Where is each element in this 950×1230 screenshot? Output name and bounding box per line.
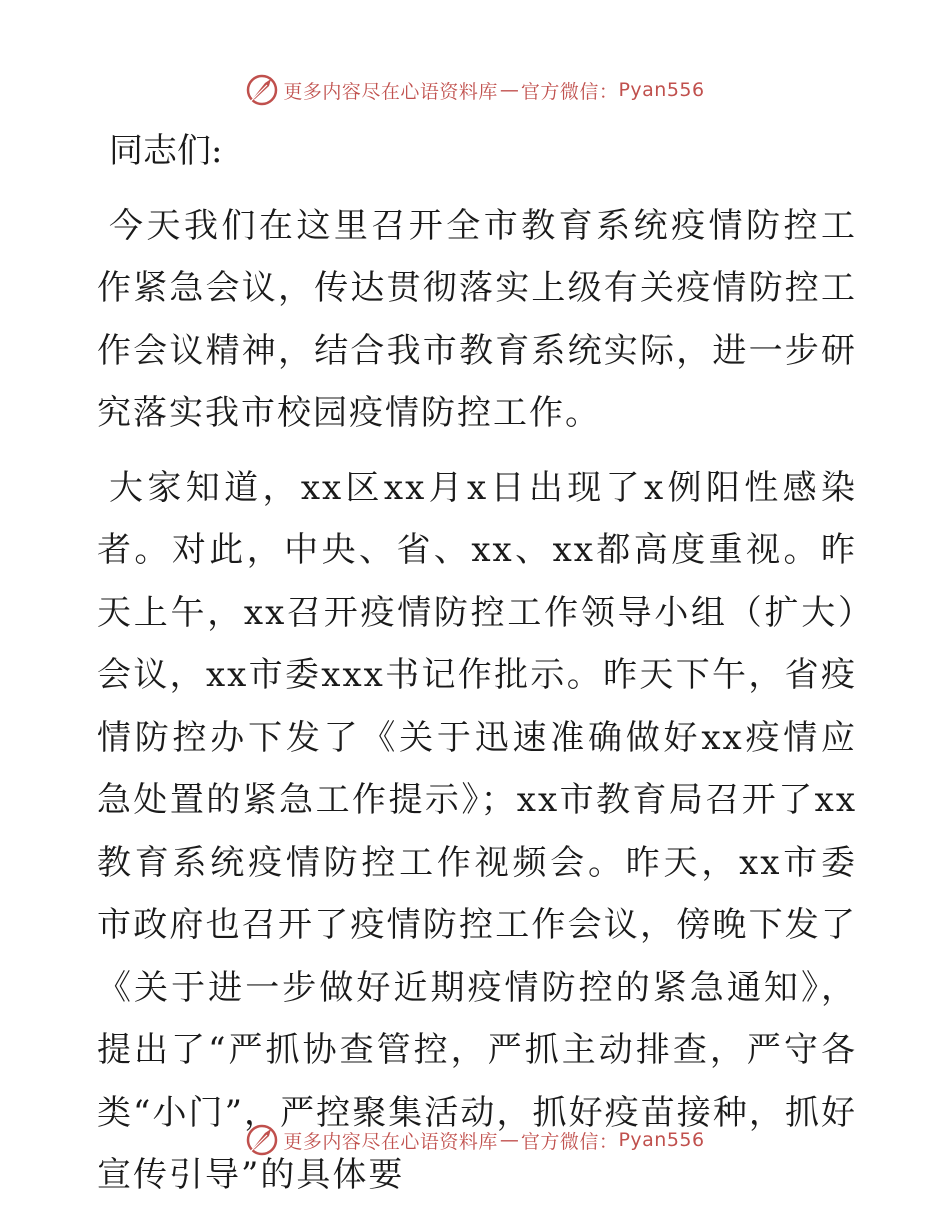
- watermark-title: 更多内容尽在心语资料库: [283, 80, 498, 103]
- watermark-wechat-id: Pyan556: [618, 1129, 705, 1151]
- watermark-footer: [0, 1120, 950, 1160]
- document-body: [97, 120, 857, 1219]
- watermark-wechat-label: 官方微信：: [520, 80, 619, 103]
- greeting: 同志们:: [109, 131, 223, 171]
- watermark-wechat-label: 官方微信：: [520, 1130, 619, 1153]
- paragraph: 今天我们在这里召开全市教育系统疫情防控工作紧急会议，传达贯彻落实上级有关疫情防控工作会议精神，结合我市教育系统实际，进一步研究落实我市校园疫情防控工作。: [97, 205, 857, 433]
- watermark-title: 更多内容尽在心语资料库: [283, 1130, 498, 1153]
- feather-pen-logo-icon: [245, 1123, 279, 1157]
- paragraph: 大家知道，xx区xx月x日出现了x例阳性感染者。对此，中央、省、xx、xx都高度重视。昨天上午，xx召开疫情防控工作领导小组（扩大）会议，xx市委xxx书记作批示。昨天下午，省疫情防控办下发了《关于迅速准确做好xx疫情应急处置的紧急工作提示》；xx市教育局召开了xx教育系统疫情防控工作视频会。昨天，xx市委市政府也召开了疫情防控工作会议，傍晚下发了《关于进一步做好近期疫情防控的紧急通知》，提出了“严抓协查管控，严抓主动排查，严守各类“小门”，严控聚集活动，抓好疫苗接种，抓好宣传引导”的具体要: [97, 467, 857, 1195]
- watermark-separator: —: [499, 1129, 519, 1151]
- watermark-wechat-id: Pyan556: [618, 79, 705, 101]
- watermark-header: [0, 70, 950, 110]
- watermark-separator: —: [499, 79, 519, 101]
- feather-pen-logo-icon: [245, 73, 279, 107]
